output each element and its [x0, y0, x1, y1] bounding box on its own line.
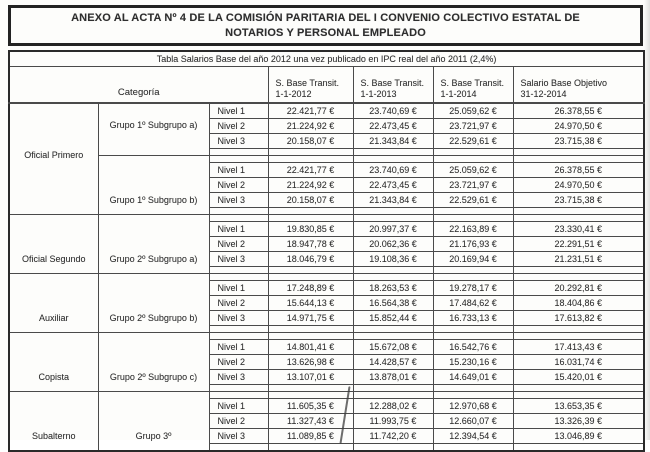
separator-cell [513, 267, 644, 274]
separator-cell [209, 444, 268, 452]
salary-value-cell: 21.343,84 € [353, 134, 433, 149]
salary-base-table [8, 50, 645, 452]
nivel-cell: Nivel 3 [209, 134, 268, 149]
separator-cell [268, 274, 353, 281]
separator-cell [433, 156, 513, 163]
salary-value-cell: 25.059,62 € [433, 103, 513, 119]
nivel-cell: Nivel 2 [209, 178, 268, 193]
salary-value-cell: 12.394,54 € [433, 429, 513, 444]
separator-cell [513, 149, 644, 156]
separator-cell [353, 215, 433, 222]
salary-value-cell: 13.653,35 € [513, 399, 644, 414]
salary-value-cell: 22.291,51 € [513, 237, 644, 252]
salary-value-cell: 21.224,92 € [268, 119, 353, 134]
salary-value-cell: 18.404,86 € [513, 296, 644, 311]
col-header-line: S. Base Transit. [360, 78, 425, 88]
salary-value-cell: 24.970,50 € [513, 178, 644, 193]
salary-value-cell: 17.484,62 € [433, 296, 513, 311]
salary-value-cell: 20.169,94 € [433, 252, 513, 267]
separator-row [9, 392, 644, 399]
salary-value-cell: 25.059,62 € [433, 163, 513, 178]
salary-value-cell: 16.542,76 € [433, 340, 513, 355]
categoria-header-cell: Categoría [9, 67, 268, 104]
separator-cell [268, 156, 353, 163]
salary-value-cell: 11.993,75 € [353, 414, 433, 429]
separator-cell [433, 149, 513, 156]
salary-value-cell: 13.326,39 € [513, 414, 644, 429]
category-cell: Auxiliar [9, 274, 98, 333]
salary-value-cell: 24.970,50 € [513, 119, 644, 134]
category-cell: Copista [9, 333, 98, 392]
separator-cell [353, 392, 433, 399]
grupo-cell: Grupo 1º Subgrupo a) [98, 103, 209, 156]
separator-cell [353, 326, 433, 333]
nivel-cell: Nivel 1 [209, 103, 268, 119]
salary-value-cell: 22.421,77 € [268, 103, 353, 119]
col-header-2014 [433, 67, 513, 104]
nivel-cell: Nivel 1 [209, 340, 268, 355]
separator-row [9, 274, 644, 281]
separator-cell [268, 267, 353, 274]
col-header-line: 31-12-2014 [520, 88, 567, 99]
category-cell: Subalterno [9, 392, 98, 452]
salary-value-cell: 20.997,37 € [353, 222, 433, 237]
salary-value-cell: 13.626,98 € [268, 355, 353, 370]
separator-cell [433, 333, 513, 340]
separator-cell [353, 444, 433, 452]
separator-cell [209, 333, 268, 340]
salary-value-cell: 15.230,16 € [433, 355, 513, 370]
nivel-cell: Nivel 2 [209, 119, 268, 134]
salary-value-cell: 23.330,41 € [513, 222, 644, 237]
separator-cell [209, 208, 268, 215]
separator-cell [209, 392, 268, 399]
salary-value-cell: 20.292,81 € [513, 281, 644, 296]
document-title [8, 5, 643, 46]
separator-cell [433, 444, 513, 452]
nivel-cell: Nivel 1 [209, 163, 268, 178]
salary-value-cell: 22.529,61 € [433, 134, 513, 149]
salary-value-cell: 17.613,82 € [513, 311, 644, 326]
salary-value-cell: 23.715,38 € [513, 193, 644, 208]
salary-value-cell: 22.529,61 € [433, 193, 513, 208]
salary-value-cell: 12.288,02 € [353, 399, 433, 414]
nivel-cell: Nivel 3 [209, 370, 268, 385]
col-header-objetivo [513, 67, 644, 104]
separator-cell [268, 385, 353, 392]
salary-value-cell: 19.830,85 € [268, 222, 353, 237]
salary-value-cell: 12.970,68 € [433, 399, 513, 414]
separator-cell [433, 392, 513, 399]
separator-cell [433, 274, 513, 281]
separator-cell [433, 267, 513, 274]
separator-cell [268, 215, 353, 222]
separator-cell [513, 385, 644, 392]
separator-cell [353, 208, 433, 215]
salary-value-cell: 13.878,01 € [353, 370, 433, 385]
salary-value-cell: 14.971,75 € [268, 311, 353, 326]
salary-value-cell: 13.107,01 € [268, 370, 353, 385]
separator-cell [513, 274, 644, 281]
salary-value-cell: 23.721,97 € [433, 178, 513, 193]
salary-row [9, 103, 644, 119]
salary-value-cell: 12.660,07 € [433, 414, 513, 429]
separator-cell [513, 215, 644, 222]
col-header-line: Salario Base Objetivo [520, 78, 608, 88]
salary-value-cell: 21.343,84 € [353, 193, 433, 208]
document-title-line2: NOTARIOS Y PERSONAL EMPLEADO [225, 26, 426, 39]
salary-value-cell: 17.413,43 € [513, 340, 644, 355]
separator-cell [433, 208, 513, 215]
salary-value-cell: 21.231,51 € [513, 252, 644, 267]
separator-cell [209, 215, 268, 222]
salary-value-cell: 14.428,57 € [353, 355, 433, 370]
separator-cell [353, 267, 433, 274]
separator-cell [513, 392, 644, 399]
salary-value-cell: 18.263,53 € [353, 281, 433, 296]
nivel-cell: Nivel 2 [209, 355, 268, 370]
salary-value-cell: 11.605,35 € [268, 399, 353, 414]
separator-cell [268, 333, 353, 340]
col-header-line: S. Base Transit. [440, 78, 505, 88]
nivel-cell: Nivel 1 [209, 222, 268, 237]
category-cell: Oficial Primero [9, 103, 98, 215]
separator-cell [209, 267, 268, 274]
separator-cell [268, 326, 353, 333]
separator-cell [209, 274, 268, 281]
salary-value-cell: 26.378,55 € [513, 163, 644, 178]
col-header-line: S. Base Transit. [275, 78, 340, 88]
separator-cell [513, 208, 644, 215]
document-title-line1: ANEXO AL ACTA Nº 4 DE LA COMISIÓN PARITARIA DEL I CONVENIO COLECTIVO ESTATAL DE [71, 12, 580, 24]
salary-table-body [9, 103, 644, 451]
col-header-2013 [353, 67, 433, 104]
salary-value-cell: 14.649,01 € [433, 370, 513, 385]
separator-row [9, 215, 644, 222]
salary-value-cell: 23.715,38 € [513, 134, 644, 149]
nivel-cell: Nivel 1 [209, 399, 268, 414]
separator-cell [268, 392, 353, 399]
salary-value-cell: 17.248,89 € [268, 281, 353, 296]
salary-value-cell: 15.420,01 € [513, 370, 644, 385]
salary-value-cell: 22.163,89 € [433, 222, 513, 237]
salary-value-cell: 22.473,45 € [353, 178, 433, 193]
col-header-line: 1-1-2014 [440, 88, 477, 99]
separator-cell [268, 444, 353, 452]
separator-cell [513, 333, 644, 340]
grupo-cell: Grupo 2º Subgrupo a) [98, 215, 209, 274]
salary-value-cell: 11.742,20 € [353, 429, 433, 444]
category-cell: Oficial Segundo [9, 215, 98, 274]
salary-value-cell: 23.740,69 € [353, 103, 433, 119]
salary-value-cell: 19.108,36 € [353, 252, 433, 267]
grupo-cell: Grupo 2º Subgrupo c) [98, 333, 209, 392]
nivel-cell: Nivel 3 [209, 252, 268, 267]
separator-cell [433, 215, 513, 222]
col-header-2012 [268, 67, 353, 104]
nivel-cell: Nivel 3 [209, 311, 268, 326]
table-header-row [9, 67, 644, 104]
separator-cell [433, 385, 513, 392]
separator-cell [353, 274, 433, 281]
salary-value-cell: 16.564,38 € [353, 296, 433, 311]
salary-value-cell: 20.158,07 € [268, 134, 353, 149]
nivel-cell: Nivel 2 [209, 237, 268, 252]
nivel-cell: Nivel 2 [209, 414, 268, 429]
salary-value-cell: 22.473,45 € [353, 119, 433, 134]
salary-value-cell: 18.046,79 € [268, 252, 353, 267]
nivel-cell: Nivel 2 [209, 296, 268, 311]
grupo-cell: Grupo 2º Subgrupo b) [98, 274, 209, 333]
separator-cell [353, 333, 433, 340]
salary-value-cell: 20.158,07 € [268, 193, 353, 208]
nivel-cell: Nivel 1 [209, 281, 268, 296]
salary-value-cell: 22.421,77 € [268, 163, 353, 178]
separator-cell [353, 385, 433, 392]
separator-row [9, 156, 644, 163]
salary-value-cell: 15.672,08 € [353, 340, 433, 355]
separator-cell [433, 326, 513, 333]
table-subtitle-row [9, 51, 644, 67]
salary-value-cell: 11.327,43 € [268, 414, 353, 429]
separator-cell [268, 208, 353, 215]
separator-cell [209, 149, 268, 156]
grupo-cell: Grupo 3º [98, 392, 209, 452]
col-header-line: 1-1-2013 [360, 88, 397, 99]
separator-cell [353, 149, 433, 156]
separator-cell [209, 156, 268, 163]
salary-value-cell: 14.801,41 € [268, 340, 353, 355]
separator-row [9, 333, 644, 340]
salary-value-cell: 11.089,85 € [268, 429, 353, 444]
table-subtitle: Tabla Salarios Base del año 2012 una vez publicado en IPC real del año 2011 (2,4%) [9, 51, 644, 67]
salary-value-cell: 16.733,13 € [433, 311, 513, 326]
salary-value-cell: 16.031,74 € [513, 355, 644, 370]
salary-value-cell: 26.378,55 € [513, 103, 644, 119]
separator-cell [353, 156, 433, 163]
salary-value-cell: 21.176,93 € [433, 237, 513, 252]
salary-value-cell: 19.278,17 € [433, 281, 513, 296]
nivel-cell: Nivel 3 [209, 429, 268, 444]
nivel-cell: Nivel 3 [209, 193, 268, 208]
separator-cell [209, 385, 268, 392]
separator-cell [513, 156, 644, 163]
salary-value-cell: 23.721,97 € [433, 119, 513, 134]
separator-cell [513, 444, 644, 452]
salary-value-cell: 23.740,69 € [353, 163, 433, 178]
salary-value-cell: 18.947,78 € [268, 237, 353, 252]
salary-value-cell: 21.224,92 € [268, 178, 353, 193]
salary-value-cell: 13.046,89 € [513, 429, 644, 444]
grupo-cell: Grupo 1º Subgrupo b) [98, 156, 209, 215]
col-header-line: 1-1-2012 [275, 88, 312, 99]
separator-cell [513, 326, 644, 333]
salary-value-cell: 15.852,44 € [353, 311, 433, 326]
separator-cell [268, 149, 353, 156]
salary-value-cell: 20.062,36 € [353, 237, 433, 252]
separator-cell [209, 326, 268, 333]
salary-value-cell: 15.644,13 € [268, 296, 353, 311]
